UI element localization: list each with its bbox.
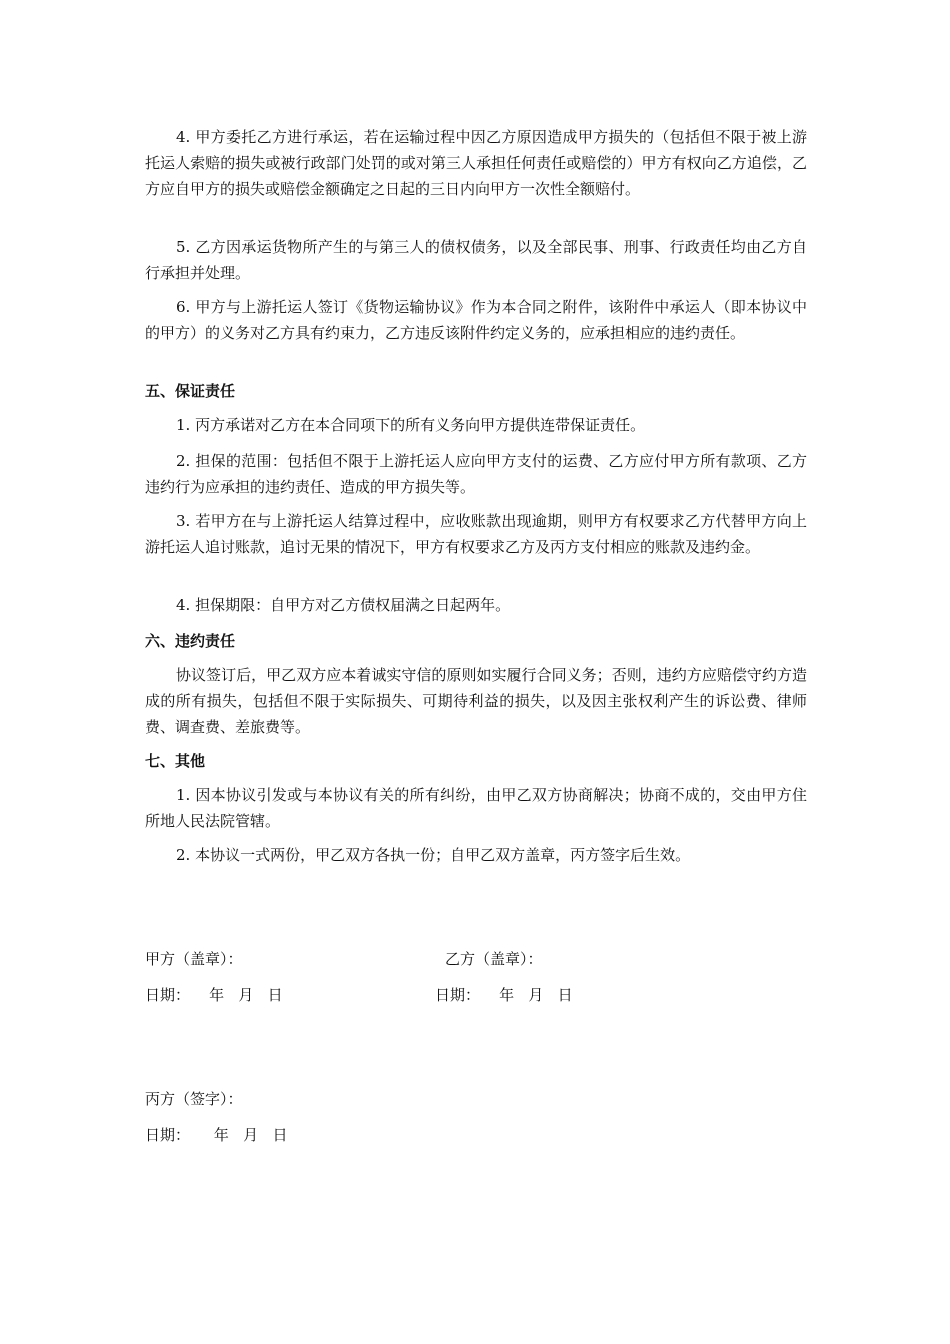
clause-5-1: 1. 丙方承诺对乙方在本合同项下的所有义务向甲方提供连带保证责任。 (176, 416, 646, 434)
clause-6-body: 协议签订后，甲乙双方应本着诚实守信的原则如实履行合同义务；否则，违约方应赔偿守约方造成的所有损失，包括但不限于实际损失、可期待利益的损失，以及因主张权利产生的诉讼费、律师费、调查费、差旅费等。 (145, 666, 807, 736)
clause-5-4: 4. 担保期限：自甲方对乙方债权届满之日起两年。 (176, 596, 511, 614)
clause-4-6: 6. 甲方与上游托运人签订《货物运输协议》作为本合同之附件，该附件中承运人（即本协议中的甲方）的义务对乙方具有约束力，乙方违反该附件约定义务的，应承担相应的违约责任。 (145, 298, 807, 342)
party-c-sign-label: 丙方（签字）： (145, 1090, 243, 1108)
party-a-seal-label: 甲方（盖章）： (145, 950, 243, 968)
clause-7-1: 1. 因本协议引发或与本协议有关的所有纠纷，由甲乙双方协商解决；协商不成的，交由甲方住所地人民法院管辖。 (145, 786, 807, 830)
clause-5-3: 3. 若甲方在与上游托运人结算过程中，应收账款出现逾期，则甲方有权要求乙方代替甲方向上游托运人追讨账款，追讨无果的情况下，甲方有权要求乙方及丙方支付相应的账款及违约金。 (145, 512, 807, 556)
clause-4-5: 5. 乙方因承运货物所产生的与第三人的债权债务，以及全部民事、刑事、行政责任均由乙方自行承担并处理。 (145, 238, 807, 282)
party-a-date: 日期： 年 月 日 (145, 986, 283, 1004)
clause-4-4: 4. 甲方委托乙方进行承运，若在运输过程中因乙方原因造成甲方损失的（包括但不限于被上游托运人索赔的损失或被行政部门处罚的或对第三人承担任何责任或赔偿的）甲方有权向乙方追偿，乙方应自甲方的损失或赔偿金额确定之日起的三日内向甲方一次性全额赔付。 (145, 128, 807, 198)
party-b-seal-label: 乙方（盖章）： (445, 950, 543, 968)
section-five-heading: 五、保证责任 (145, 382, 236, 400)
clause-7-2: 2. 本协议一式两份，甲乙双方各执一份；自甲乙双方盖章，丙方签字后生效。 (176, 846, 691, 864)
clause-5-2: 2. 担保的范围：包括但不限于上游托运人应向甲方支付的运费、乙方应付甲方所有款项、乙方违约行为应承担的违约责任、造成的甲方损失等。 (145, 452, 807, 496)
party-b-date: 日期： 年 月 日 (435, 986, 573, 1004)
section-six-heading: 六、违约责任 (145, 632, 236, 650)
party-c-date: 日期： 年 月 日 (145, 1126, 288, 1144)
section-seven-heading: 七、其他 (145, 752, 206, 770)
